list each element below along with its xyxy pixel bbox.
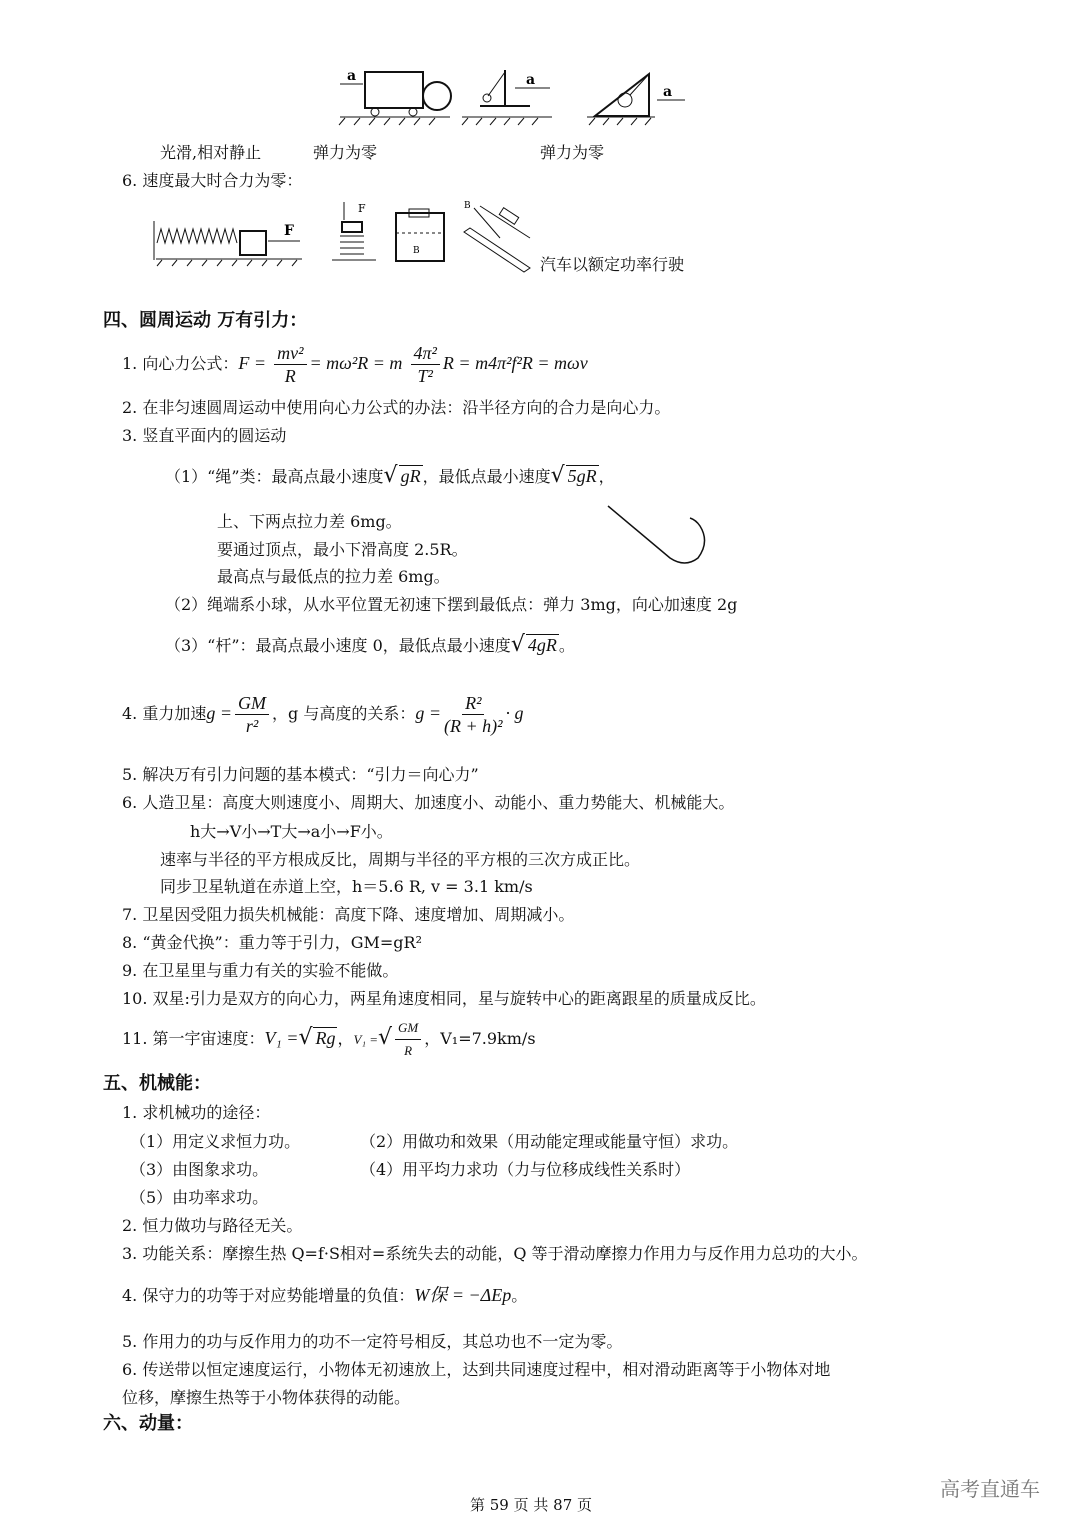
formula-part: V₁ = — [353, 1032, 378, 1047]
formula-part: g = — [415, 703, 442, 723]
denominator: R — [284, 366, 296, 386]
sqrt-icon: √ — [377, 1025, 393, 1050]
formula-centripetal — [122, 340, 588, 387]
list-item: 2. 在非匀速圆周运动中使用向心力公式的办法：沿半径方向的合力是向心力。 — [122, 398, 671, 417]
list-item-rope — [165, 465, 615, 488]
list-item: 最高点与最低点的拉力差 6mg。 — [217, 567, 450, 586]
diagram-box-block — [393, 205, 448, 270]
fraction — [395, 1017, 421, 1062]
force-label: F — [358, 202, 366, 215]
fraction — [411, 342, 440, 387]
radicand: 4gR — [527, 635, 557, 655]
radicand: Rg — [315, 1028, 336, 1048]
fraction — [444, 692, 503, 737]
text: ，g 与高度的关系： — [272, 704, 416, 723]
list-item: 位移，摩擦生热等于小物体获得的动能。 — [122, 1388, 411, 1407]
text: 11. 第一宇宙速度： — [122, 1029, 265, 1048]
list-item: 同步卫星轨道在赤道上空，h＝5.6 R, v = 3.1 km/s — [160, 877, 533, 896]
block-b-label: B — [413, 246, 420, 256]
list-item-rod — [165, 634, 575, 657]
caption-smooth: 光滑,相对静止 — [160, 143, 262, 162]
list-item: （3）由图象求功。 — [130, 1160, 269, 1179]
caption-car-power: 汽车以额定功率行驶 — [540, 255, 685, 274]
radicand: gR — [400, 466, 421, 486]
diagram-cart-ball — [335, 60, 455, 126]
list-item: （4）用平均力求功（力与位移成线性关系时） — [360, 1160, 691, 1179]
list-item: （1）用定义求恒力功。 — [130, 1132, 301, 1151]
list-item: 上、下两点拉力差 6mg。 — [217, 512, 402, 531]
text: （3）“杆”：最高点最小速度 0，最低点最小速度 — [165, 636, 511, 655]
list-item: 5. 解决万有引力问题的基本模式：“引力＝向心力” — [122, 765, 479, 784]
fraction — [235, 692, 269, 737]
numerator: mv² — [274, 342, 306, 365]
list-item: 6. 传送带以恒定速度运行，小物体无初速放上，达到共同速度过程中，相对滑动距离等于小物体对地 — [122, 1360, 831, 1379]
formula-first-cosmic-velocity — [122, 1016, 536, 1062]
text: 。 — [511, 1286, 528, 1305]
formula-part: R = m4π²f²R = mωv — [442, 353, 588, 373]
numerator: GM — [395, 1017, 421, 1040]
text: 4. 重力加速 — [122, 704, 207, 723]
list-item: 要通过顶点，最小下滑高度 2.5R。 — [217, 540, 468, 559]
denominator: R — [404, 1043, 413, 1058]
list-item: h大→V小→T大→a小→F小。 — [190, 822, 393, 841]
list-item: 6. 人造卫星：高度大则速度小、周期大、加速度小、动能小、重力势能大、机械能大。 — [122, 793, 735, 812]
formula-part: F = — [238, 353, 267, 373]
fraction — [274, 342, 306, 387]
watermark: 高考直通车 — [940, 1477, 1040, 1501]
formula-gravity-accel — [122, 690, 524, 737]
formula-part: W保 = −ΔEp — [414, 1285, 512, 1305]
formula-part: · g — [505, 703, 524, 723]
caption-zero-force: 弹力为零 — [540, 143, 605, 162]
list-item: 1. 求机械功的途径： — [122, 1103, 271, 1122]
list-item: 5. 作用力的功与反作用力的功不一定符号相反，其总功也不一定为零。 — [122, 1332, 623, 1351]
formula-part: = mω²R = m — [309, 353, 403, 373]
diagram-vertical-spring — [330, 198, 380, 268]
text: ，V₁=7.9km/s — [424, 1029, 536, 1048]
list-item: 8. “黄金代换”：重力等于引力，GM=gR² — [122, 933, 422, 952]
list-item: （2）绳端系小球，从水平位置无初速下摆到最低点：弹力 3mg，向心加速度 2g — [165, 595, 738, 614]
list-item — [122, 1284, 527, 1307]
text: ， — [337, 1029, 354, 1048]
diagram-incline-ball — [585, 60, 695, 126]
sqrt-icon: √ — [383, 463, 398, 488]
section-heading: 五、机械能： — [103, 1073, 211, 1094]
text: （1）“绳”类：最高点最小速度 — [165, 467, 384, 486]
list-item: 速率与半径的平方根成反比，周期与半径的平方根的三次方成正比。 — [160, 850, 641, 869]
radicand: 5gR — [567, 466, 597, 486]
page-number: 第 59 页 共 87 页 — [470, 1496, 593, 1514]
caption-zero-force: 弹力为零 — [313, 143, 378, 162]
section-heading: 六、动量： — [103, 1413, 193, 1434]
formula-part: g = — [206, 703, 233, 723]
list-item: 10. 双星:引力是双方的向心力，两星角速度相同，星与旋转中心的距离跟星的质量成反比。 — [122, 989, 766, 1008]
text: 4. 保守力的功等于对应势能增量的负值： — [122, 1286, 415, 1305]
list-item: 3. 功能关系：摩擦生热 Q=f·S相对=系统失去的动能，Q 等于滑动摩擦力作用力与反作用力总功的大小。 — [122, 1244, 868, 1263]
diagram-incline-spring — [460, 198, 535, 273]
accel-label: a — [663, 84, 673, 100]
denominator: r² — [245, 716, 259, 736]
diagram-loop-track — [600, 500, 715, 570]
numerator: 4π² — [411, 342, 440, 365]
sqrt-icon: √ — [298, 1025, 313, 1050]
sqrt-icon: √ — [550, 463, 565, 488]
denominator: (R + h)² — [444, 716, 503, 736]
list-item: 9. 在卫星里与重力有关的实验不能做。 — [122, 961, 399, 980]
list-item: （2）用做功和效果（用动能定理或能量守恒）求功。 — [360, 1132, 739, 1151]
section-heading: 四、圆周运动 万有引力： — [103, 310, 308, 331]
list-item: 2. 恒力做功与路径无关。 — [122, 1216, 303, 1235]
formula-part: V₁ = — [264, 1028, 299, 1048]
diagram-spring-block — [152, 215, 307, 270]
list-item: 3. 竖直平面内的圆运动 — [122, 426, 287, 445]
denominator: T² — [417, 366, 433, 386]
item-label: 1. 向心力公式： — [122, 354, 239, 373]
force-label: F — [284, 223, 294, 239]
text: ，最低点最小速度 — [422, 467, 551, 486]
item-max-speed: 6. 速度最大时合力为零： — [122, 171, 303, 190]
text: ， — [598, 467, 615, 486]
list-item: （5）由功率求功。 — [130, 1188, 269, 1207]
sqrt-icon: √ — [510, 632, 525, 657]
numerator: R² — [462, 692, 484, 715]
accel-label: a — [526, 72, 536, 88]
block-b-label: B — [464, 201, 471, 211]
diagram-pendulum-cart — [460, 60, 555, 126]
accel-label: a — [347, 68, 357, 84]
text: 。 — [558, 636, 575, 655]
numerator: GM — [235, 692, 269, 715]
list-item: 7. 卫星因受阻力损失机械能：高度下降、速度增加、周期减小。 — [122, 905, 575, 924]
